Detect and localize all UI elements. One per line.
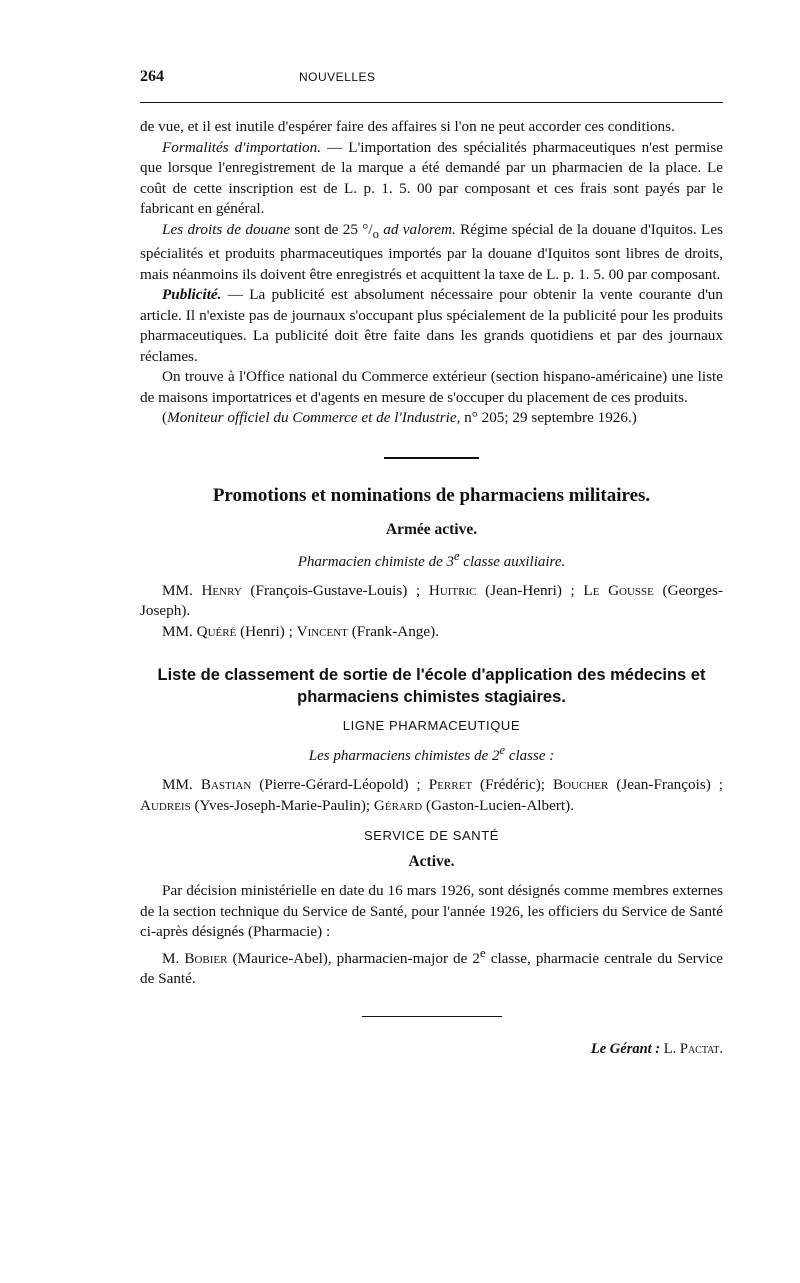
paragraph-intro: de vue, et il est inutile d'espérer faire des affaires si l'on ne peut accorder ces conditions. (140, 118, 675, 135)
active-subtitle: Active. (408, 853, 455, 871)
promotion-names-1: MM. Henry (François-Gustave-Louis) ; Huitric (Jean-Henri) ; Le Gousse (Georges-Joseph). (140, 581, 723, 620)
health-service-heading: SERVICE DE SANTÉ (363, 828, 500, 844)
page-number: 264 (140, 68, 164, 85)
section-health-service (140, 828, 723, 990)
promotions-title: Promotions et nominations de pharmaciens militaires. (212, 484, 651, 506)
ranking-grade-heading: Les pharmaciens chimistes de 2e classe : (308, 743, 555, 765)
ranking-names: MM. Bastian (Pierre-Gérard-Léopold) ; Perret (Frédéric); Boucher (Jean-François) ; Audreis (Yves-Joseph-Marie-Paulin); Gérard (Gaston-Lucien-Albert). (140, 776, 724, 814)
section-divider (384, 457, 479, 459)
section-import-conditions (140, 117, 723, 429)
header-rule (140, 102, 723, 103)
signature: Le Gérant : L. Pactat. (590, 1040, 723, 1057)
active-army-subtitle: Armée active. (385, 520, 478, 538)
ranking-title: Liste de classement de sortie de l'école d'application des médecins et pharmaciens chimistes stagiaires. (157, 666, 706, 707)
decision-paragraph: Par décision ministérielle en date du 16 mars 1926, sont désignés comme membres externes de la section technique du Service de Santé, pour l'année 1926, les officiers du Service de Santé ci-après désignés (Pharmacie) : (140, 882, 723, 941)
grade-heading: Pharmacien chimiste de 3e classe auxiliaire. (297, 548, 566, 570)
section-ranking (140, 664, 723, 816)
appointment-paragraph: M. Bobier (Maurice-Abel), pharmacien-major de 2e classe, pharmacie centrale du Service de Santé. (140, 945, 723, 988)
document-page (140, 68, 723, 1058)
running-title: NOUVELLES (299, 70, 376, 84)
section-promotions (140, 485, 723, 643)
paragraph-customs-duties: Les droits de douane sont de 25 $^\circ/_o$ ad valorem. Régime spécial de la douane d'Iquitos. Les spécialités et produits pharmaceutiques importés par la douane d'Iquitos sont libres de droits, mais néanmoins ils doivent être enregistrés et acquittent la taxe de L. p. 1. 5. 00 par composant. (140, 220, 723, 283)
paragraph-import-formalities: Formalités d'importation. — L'importation des spécialités pharmaceutiques n'est permise que lorsque l'enregistrement de la marque a été demandé par un pharmacien de la place. Le coût de cette inscription est de L. p. 1. 5. 00 par composant et ces frais sont payés par le fabricant en général. (140, 138, 723, 217)
closing-divider (362, 1016, 502, 1017)
pharmaceutical-line-heading: LIGNE PHARMACEUTIQUE (342, 718, 521, 734)
paragraph-office: On trouve à l'Office national du Commerce extérieur (section hispano-américaine) une liste de maisons importatrices et d'agents en mesure de s'occuper du placement de ces produits. (140, 368, 723, 406)
promotion-names-2: MM. Quéré (Henri) ; Vincent (Frank-Ange). (162, 622, 440, 640)
source-citation: (Moniteur officiel du Commerce et de l'Industrie, n° 205; 29 septembre 1926.) (162, 409, 637, 427)
paragraph-advertising: Publicité. — La publicité est absolument nécessaire pour obtenir la vente courante d'un article. Il n'existe pas de journaux s'occupant plus spécialement de la publicité pour les produits pharmaceutiques. La publicité doit être faite dans les grands quotidiens et par des journaux réclames. (140, 286, 723, 365)
page-header (140, 68, 723, 102)
